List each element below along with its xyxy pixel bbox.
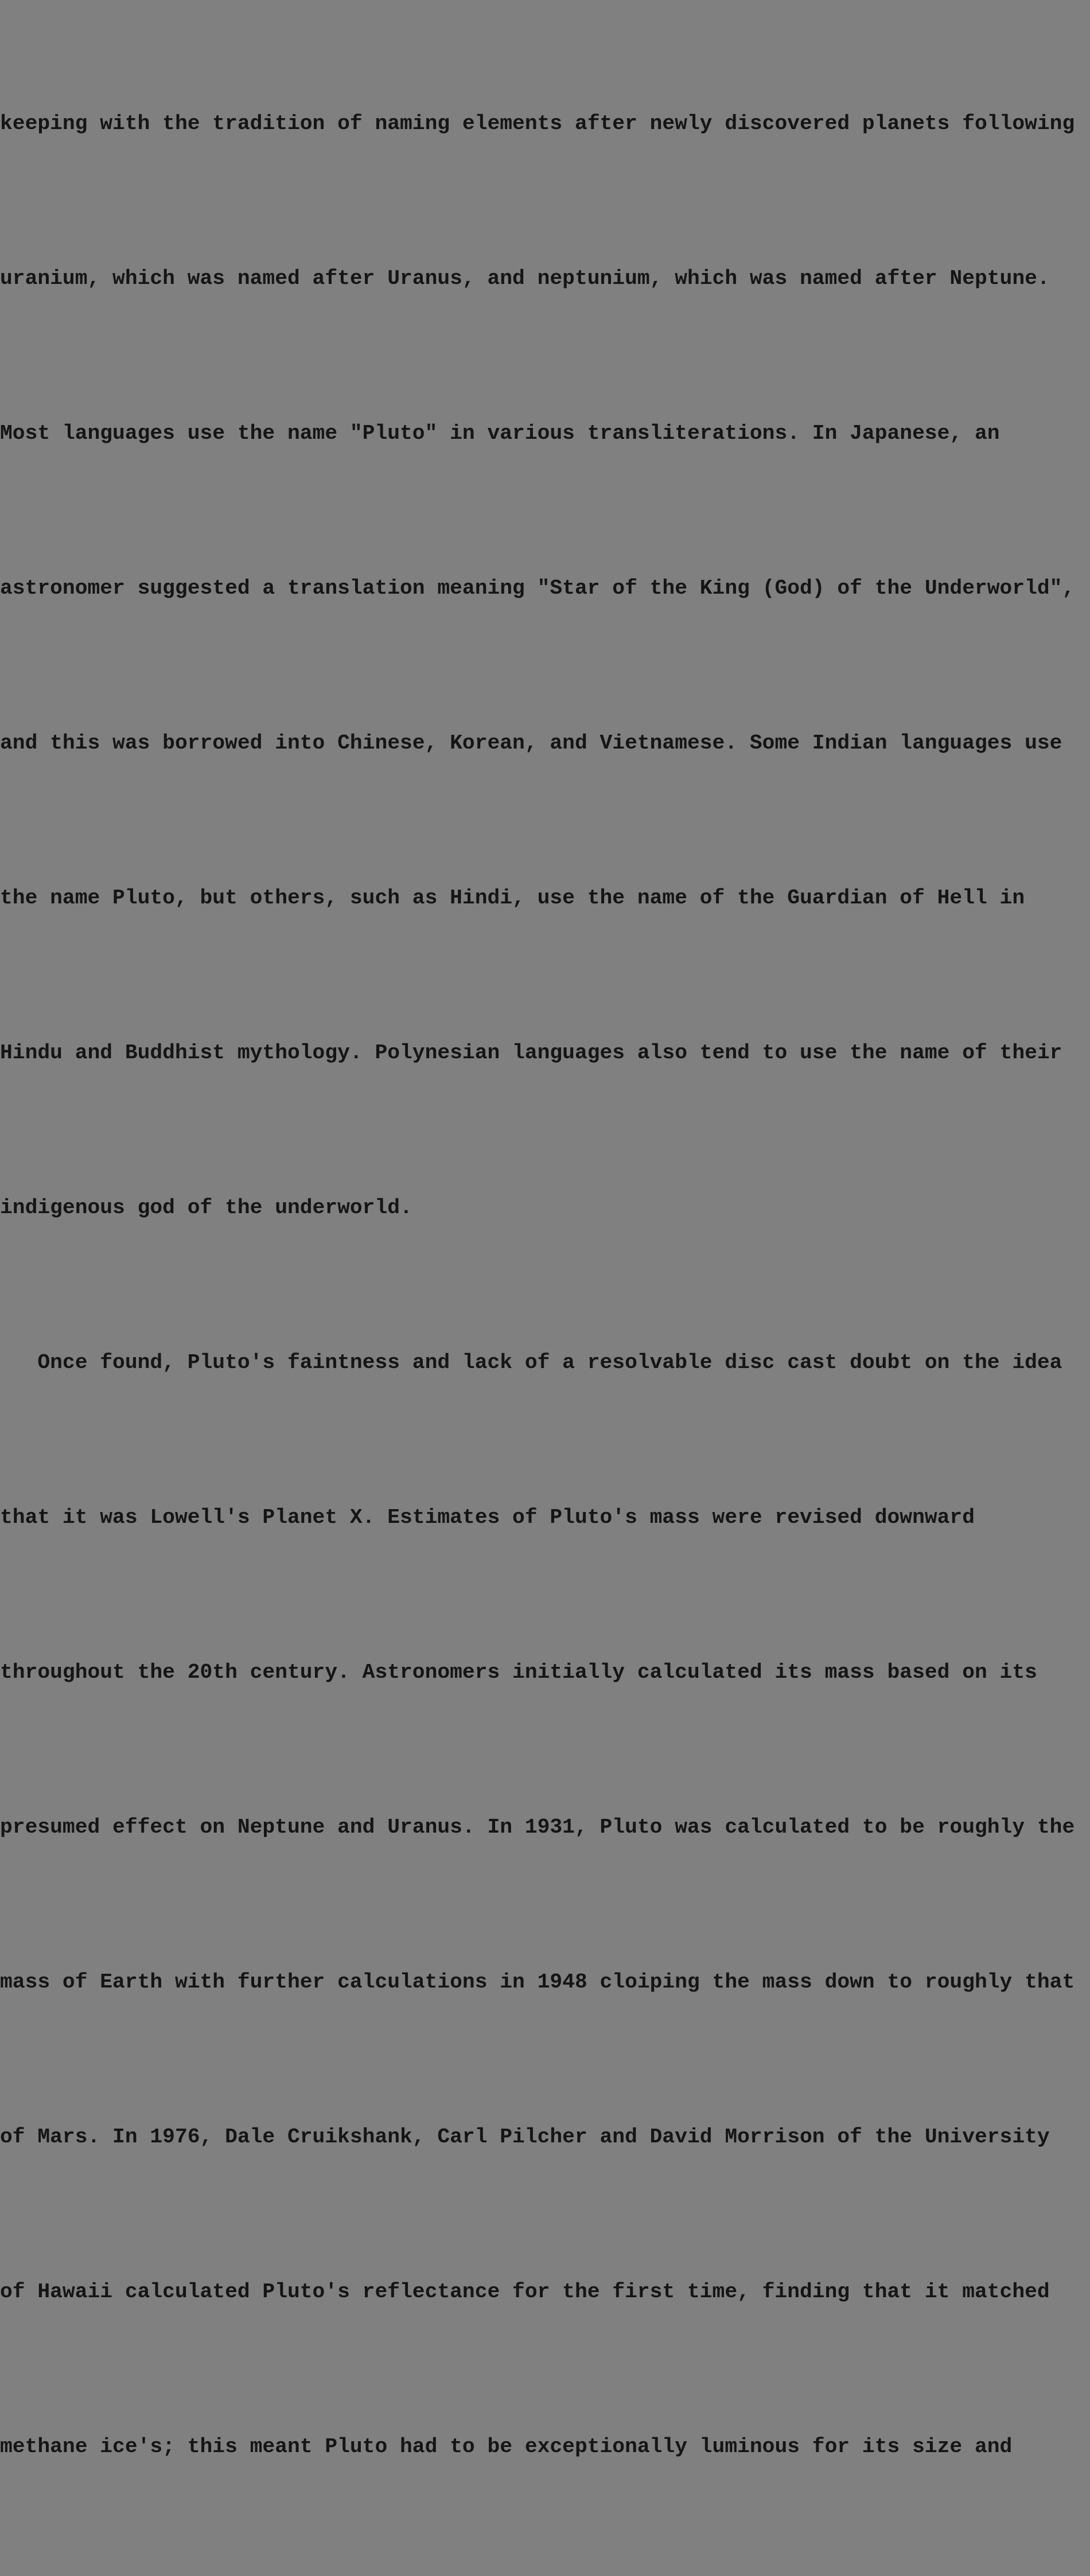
paragraph-start-line: Once found, Pluto's faintness and lack of a resolvable disc cast doubt on the idea: [0, 1351, 1062, 1374]
text-line: and this was borrowed into Chinese, Korean, and Vietnamese. Some Indian languages use: [0, 731, 1062, 755]
text-line: keeping with the tradition of naming elements after newly discovered planets following: [0, 112, 1075, 135]
text-line: indigenous god of the underworld.: [0, 1196, 412, 1219]
text-line: Most languages use the name "Pluto" in various transliterations. In Japanese, an: [0, 422, 1000, 445]
text-line: throughout the 20th century. Astronomers initially calculated its mass based on its: [0, 1661, 1037, 1684]
text-line: of Mars. In 1976, Dale Cruikshank, Carl Pilcher and David Morrison of the University: [0, 2125, 1050, 2149]
text-line: presumed effect on Neptune and Uranus. In 1931, Pluto was calculated to be roughly the: [0, 1815, 1075, 1839]
text-line: methane ice's; this meant Pluto had to be exceptionally luminous for its size and: [0, 2435, 1013, 2458]
text-line: mass of Earth with further calculations in 1948 cloiping the mass down to roughly that: [0, 1970, 1075, 1994]
text-line: of Hawaii calculated Pluto's reflectance for the first time, finding that it matched: [0, 2280, 1050, 2304]
text-line: uranium, which was named after Uranus, and neptunium, which was named after Neptune.: [0, 267, 1050, 290]
text-line: astronomer suggested a translation meaning "Star of the King (God) of the Underworld",: [0, 576, 1075, 600]
text-line: the name Pluto, but others, such as Hindi, use the name of the Guardian of Hell in: [0, 886, 1025, 910]
text-line: Hindu and Buddhist mythology. Polynesian languages also tend to use the name of their: [0, 1041, 1062, 1065]
text-line: that it was Lowell's Planet X. Estimates of Pluto's mass were revised downward: [0, 1506, 975, 1529]
